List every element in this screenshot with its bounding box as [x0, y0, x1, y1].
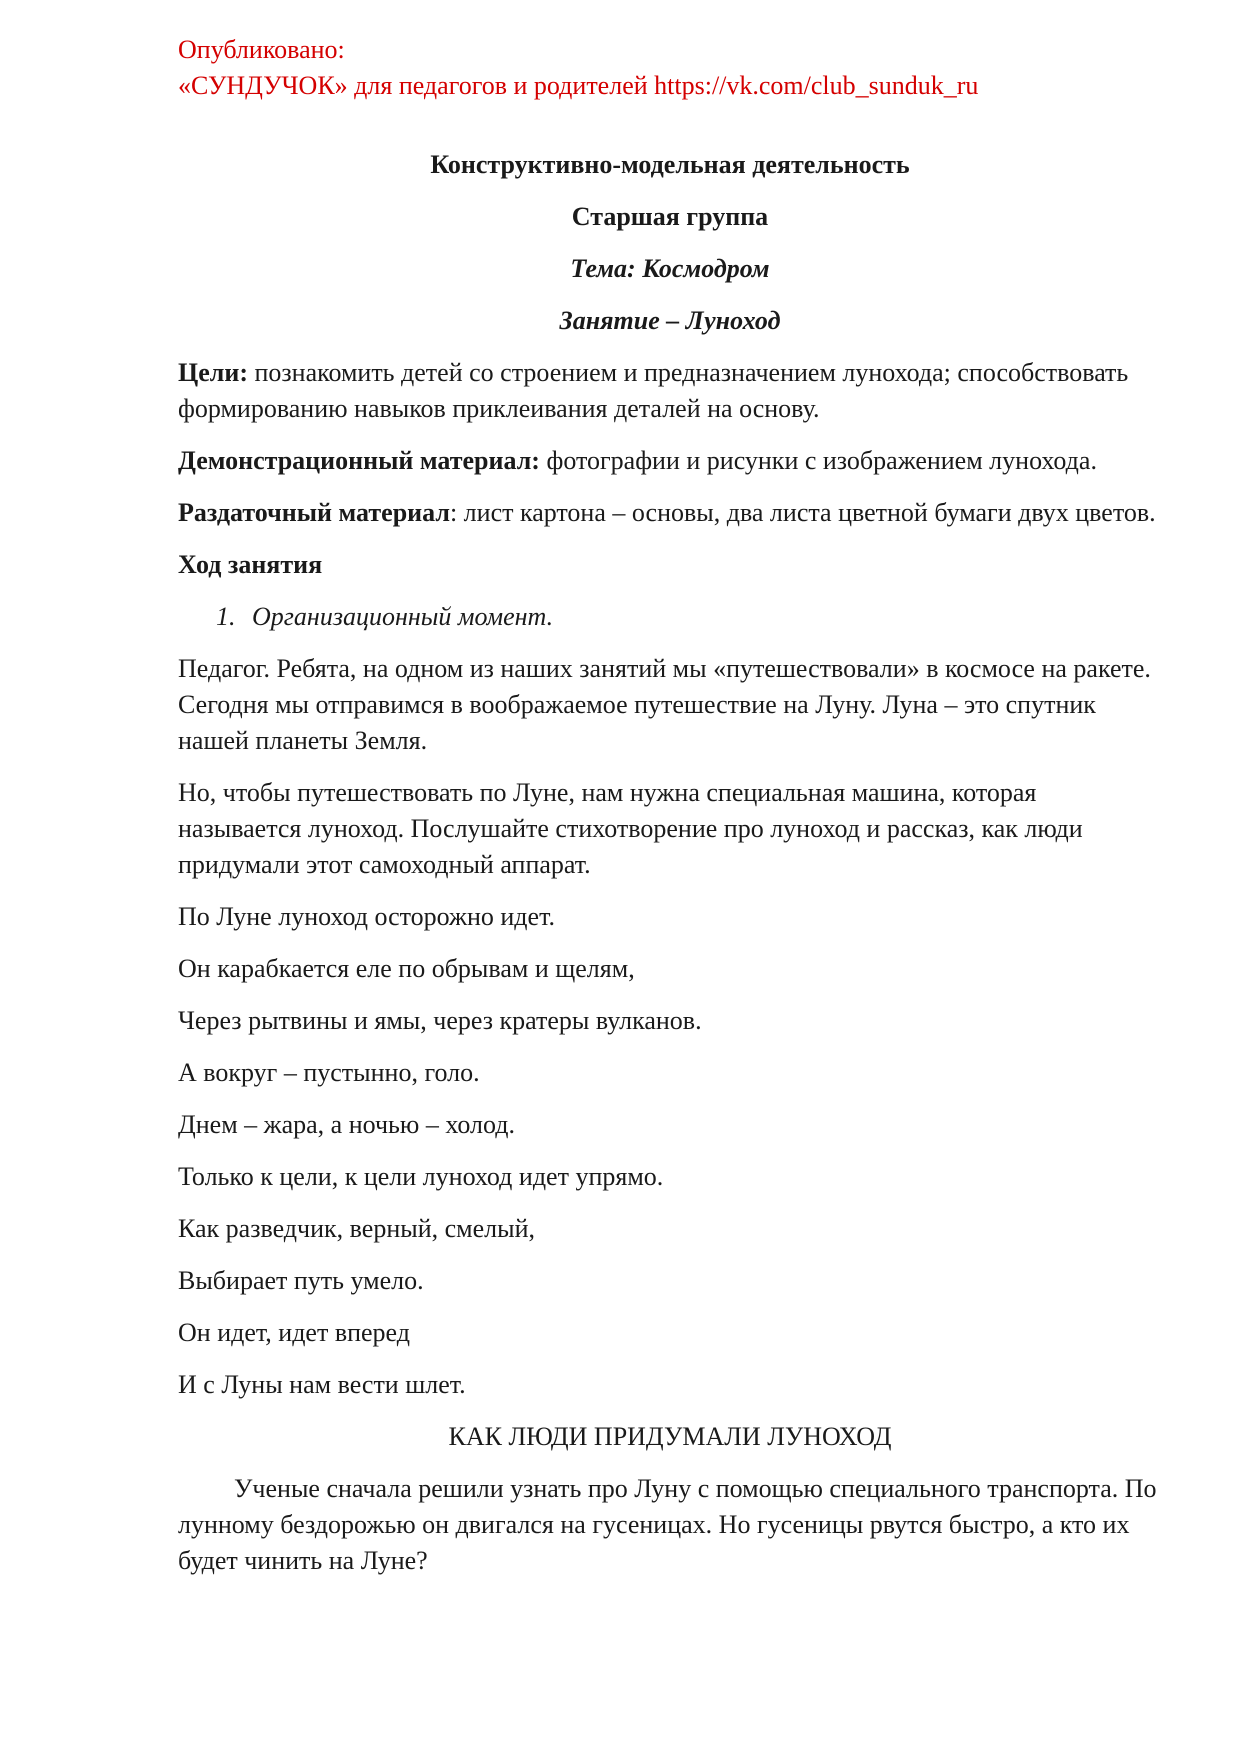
progress-heading: Ход занятия — [178, 550, 323, 579]
poem-line: Как разведчик, верный, смелый, — [178, 1214, 536, 1243]
poem-line: Он карабкается еле по обрывам и щелям, — [178, 954, 635, 983]
body-paragraph-1: Педагог. Ребята, на одном из наших занятий мы «путешествовали» в космосе на ракете. Сегодня мы отправимся в воображаемое путешествие на Луну. Луна – это спутник нашей планеты Земля. — [178, 654, 1151, 755]
handout-material-label: Раздаточный материал — [178, 498, 450, 527]
goals-paragraph — [178, 355, 1162, 427]
handout-material-text: : лист картона – основы, два листа цветной бумаги двух цветов. — [449, 498, 1156, 527]
demo-material-paragraph — [178, 443, 1162, 479]
poem-line: Через рытвины и ямы, через кратеры вулканов. — [178, 1006, 702, 1035]
poem-line: А вокруг – пустынно, голо. — [178, 1058, 480, 1087]
poem-line: И с Луны нам вести шлет. — [178, 1370, 466, 1399]
document-body — [178, 147, 1162, 1595]
lesson-title: Занятие – Луноход — [559, 306, 781, 335]
published-source: «СУНДУЧОК» для педагогов и родителей https://vk.com/club_sunduk_ru — [178, 71, 979, 100]
demo-material-text: фотографии и рисунки с изображением лунохода. — [539, 446, 1097, 475]
published-label: Опубликовано: — [178, 35, 345, 64]
poem-line: Выбирает путь умело. — [178, 1266, 424, 1295]
goals-label: Цели: — [178, 358, 248, 387]
handout-material-paragraph — [178, 495, 1162, 531]
group-title: Старшая группа — [571, 202, 769, 231]
story-heading: КАК ЛЮДИ ПРИДУМАЛИ ЛУНОХОД — [448, 1422, 892, 1451]
poem-line: Он идет, идет вперед — [178, 1318, 410, 1347]
list-item-label: Организационный момент. — [252, 602, 554, 631]
poem-line: По Луне луноход осторожно идет. — [178, 902, 555, 931]
story-paragraph-1: Ученые сначала решили узнать про Луну с помощью специального транспорта. По лунному бездорожью он двигался на гусеницах. Но гусеницы рвутся быстро, а кто их будет чинить на Луне? — [178, 1474, 1157, 1575]
published-notice — [178, 32, 978, 104]
poem-line: Днем – жара, а ночью – холод. — [178, 1110, 515, 1139]
demo-material-label: Демонстрационный материал: — [178, 446, 540, 475]
theme-title: Тема: Космодром — [570, 254, 770, 283]
list-item-number: 1. — [216, 602, 236, 631]
goals-text: познакомить детей со строением и предназначением лунохода; способствовать формированию навыков приклеивания деталей на основу. — [178, 358, 1129, 423]
body-paragraph-2: Но, чтобы путешествовать по Луне, нам нужна специальная машина, которая называется луноход. Послушайте стихотворение про луноход и рассказ, как люди придумали этот самоходный аппарат. — [178, 778, 1083, 879]
poem-line: Только к цели, к цели луноход идет упрямо. — [178, 1162, 664, 1191]
list-item — [216, 599, 1162, 635]
activity-title: Конструктивно-модельная деятельность — [430, 150, 910, 179]
